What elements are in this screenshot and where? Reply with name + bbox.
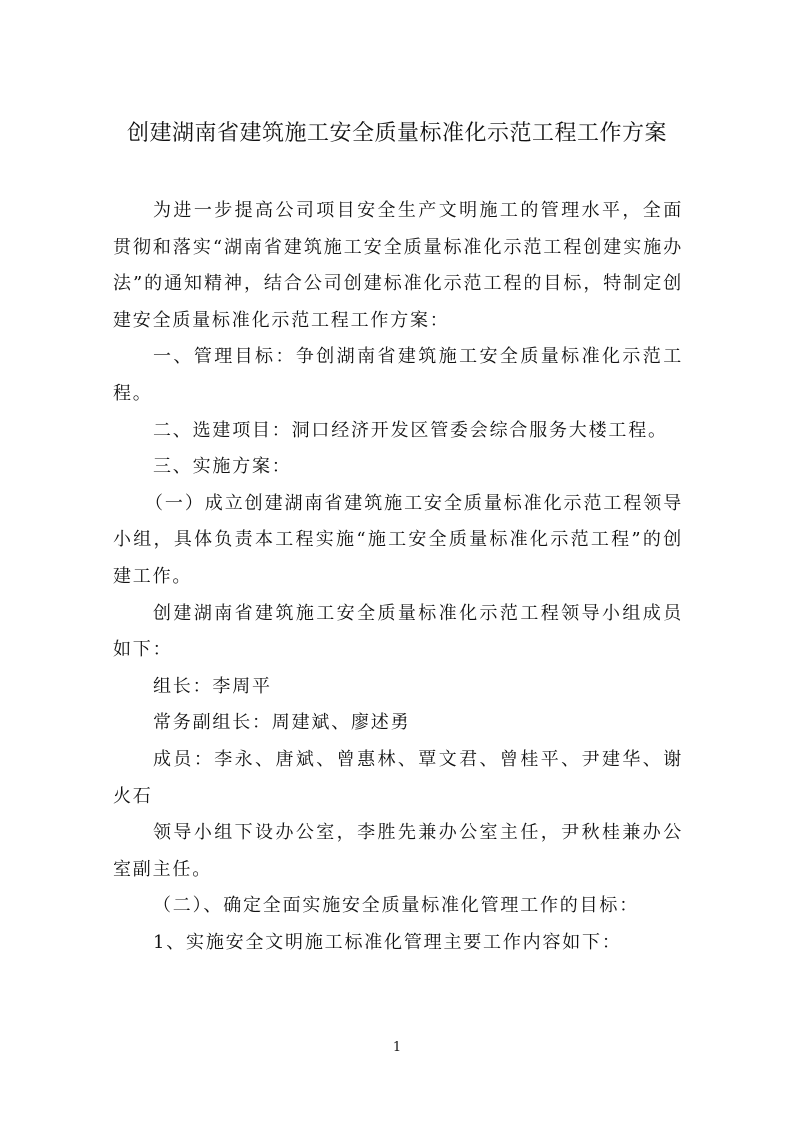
members-line: 成员：李永、唐斌、曾惠林、覃文君、曾桂平、尹建华、谢火石 — [113, 748, 683, 807]
office-paragraph: 领导小组下设办公室，李胜先兼办公室主任，尹秋桂兼办公室副主任。 — [113, 822, 683, 880]
deputy-leader-line: 常务副组长：周建斌、廖述勇 — [153, 712, 411, 734]
document-title: 创建湖南省建筑施工安全质量标准化示范工程工作方案 — [126, 121, 667, 146]
leadership-group-paragraph: （一）成立创建湖南省建筑施工安全质量标准化示范工程领导小组，具体负责本工程实施“施工安全质量标准化示范工程”的创建工作。 — [113, 492, 683, 587]
objectives-heading: （二）、确定全面实施安全质量标准化管理工作的目标： — [153, 895, 639, 917]
document-body — [113, 193, 683, 961]
selected-project-paragraph: 二、选建项目：洞口经济开发区管委会综合服务大楼工程。 — [153, 419, 668, 441]
work-content-heading: 1、实施安全文明施工标准化管理主要工作内容如下： — [153, 931, 622, 953]
group-members-intro-paragraph: 创建湖南省建筑施工安全质量标准化示范工程领导小组成员如下： — [113, 602, 683, 661]
management-goal-paragraph: 一、管理目标：争创湖南省建筑施工安全质量标准化示范工程。 — [113, 346, 683, 404]
page-number: 1 — [392, 1040, 402, 1055]
group-leader-line: 组长：李周平 — [153, 675, 272, 697]
intro-paragraph: 为进一步提高公司项目安全生产文明施工的管理水平，全面贯彻和落实“湖南省建筑施工安全质量标准化示范工程创建实施办法”的通知精神，结合公司创建标准化示范工程的目标，特制定创建安全质量标准化示范工程工作方案： — [113, 200, 683, 331]
implementation-plan-heading: 三、实施方案： — [153, 456, 292, 478]
